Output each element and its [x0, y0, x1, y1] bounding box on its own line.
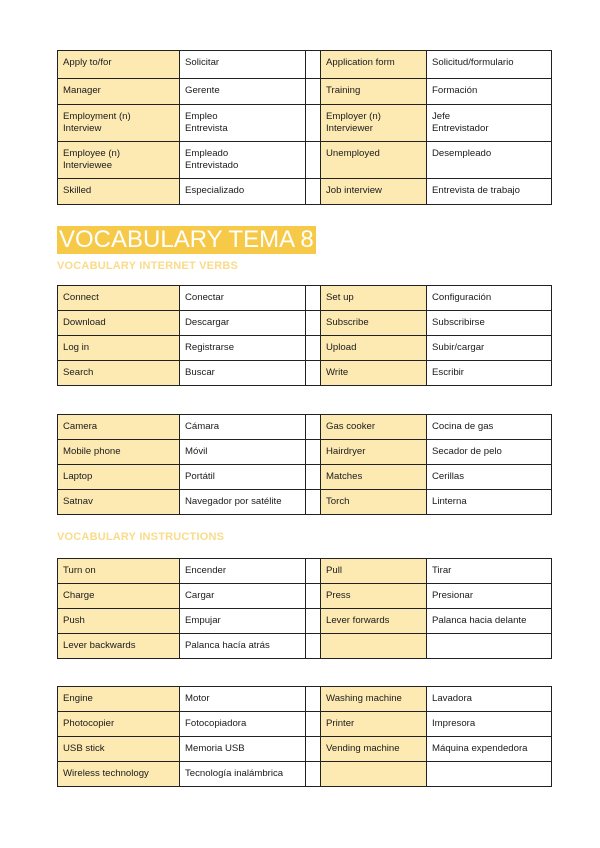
table-row	[58, 465, 552, 490]
spanish-translation: Cámara	[180, 415, 306, 440]
table-row	[58, 105, 552, 142]
spacer-cell	[306, 609, 321, 634]
spanish-translation: Subir/cargar	[427, 336, 552, 361]
table-row	[58, 440, 552, 465]
spacer-cell	[306, 440, 321, 465]
table-row	[58, 361, 552, 386]
spacer-cell	[306, 311, 321, 336]
subheading-internet-verbs: VOCABULARY INTERNET VERBS	[57, 260, 239, 272]
spanish-translation: Empleado Entrevistado	[180, 142, 306, 179]
english-term: USB stick	[58, 737, 180, 762]
spanish-translation: Motor	[180, 687, 306, 712]
spanish-translation: Lavadora	[427, 687, 552, 712]
spanish-translation: Cargar	[180, 584, 306, 609]
english-term: Engine	[58, 687, 180, 712]
spanish-translation: Escribir	[427, 361, 552, 386]
spanish-translation: Encender	[180, 559, 306, 584]
english-term: Employer (n) Interviewer	[321, 105, 427, 142]
job-vocabulary-table	[57, 50, 552, 205]
spacer-cell	[306, 336, 321, 361]
english-term: Set up	[321, 286, 427, 311]
table-row	[58, 415, 552, 440]
spanish-translation: Conectar	[180, 286, 306, 311]
spanish-translation: Solicitud/formulario	[427, 51, 552, 79]
english-term	[321, 634, 427, 659]
english-term: Manager	[58, 79, 180, 105]
spanish-translation: Desempleado	[427, 142, 552, 179]
page-title: VOCABULARY TEMA 8	[59, 226, 314, 253]
table-row	[58, 336, 552, 361]
spanish-translation: Impresora	[427, 712, 552, 737]
english-term: Lever backwards	[58, 634, 180, 659]
english-term: Gas cooker	[321, 415, 427, 440]
english-term: Lever forwards	[321, 609, 427, 634]
subheading-instructions: VOCABULARY INSTRUCTIONS	[57, 531, 225, 543]
spanish-translation: Jefe Entrevistador	[427, 105, 552, 142]
spanish-translation: Tecnología inalámbrica	[180, 762, 306, 787]
spanish-translation	[427, 634, 552, 659]
spanish-translation: Máquina expendedora	[427, 737, 552, 762]
english-term: Camera	[58, 415, 180, 440]
spanish-translation: Empleo Entrevista	[180, 105, 306, 142]
english-term: Training	[321, 79, 427, 105]
spanish-translation: Empujar	[180, 609, 306, 634]
spanish-translation: Palanca hacía atrás	[180, 634, 306, 659]
english-term: Log in	[58, 336, 180, 361]
spanish-translation: Especializado	[180, 179, 306, 205]
table-row	[58, 79, 552, 105]
machines-table	[57, 686, 552, 787]
spanish-translation: Fotocopiadora	[180, 712, 306, 737]
spanish-translation: Registrarse	[180, 336, 306, 361]
spanish-translation: Tirar	[427, 559, 552, 584]
table-row	[58, 311, 552, 336]
english-term: Employment (n) Interview	[58, 105, 180, 142]
english-term	[321, 762, 427, 787]
table-row	[58, 634, 552, 659]
english-term: Search	[58, 361, 180, 386]
spanish-translation: Solicitar	[180, 51, 306, 79]
spacer-cell	[306, 559, 321, 584]
table-row	[58, 559, 552, 584]
spanish-translation: Linterna	[427, 490, 552, 515]
table-row	[58, 179, 552, 205]
english-term: Employee (n) Interviewee	[58, 142, 180, 179]
spanish-translation: Buscar	[180, 361, 306, 386]
english-term: Satnav	[58, 490, 180, 515]
spacer-cell	[306, 762, 321, 787]
english-term: Subscribe	[321, 311, 427, 336]
internet-verbs-table	[57, 285, 552, 386]
english-term: Laptop	[58, 465, 180, 490]
table-row	[58, 51, 552, 79]
english-term: Apply to/for	[58, 51, 180, 79]
english-term: Charge	[58, 584, 180, 609]
devices-table	[57, 414, 552, 515]
english-term: Application form	[321, 51, 427, 79]
english-term: Torch	[321, 490, 427, 515]
english-term: Job interview	[321, 179, 427, 205]
english-term: Mobile phone	[58, 440, 180, 465]
spacer-cell	[306, 687, 321, 712]
spanish-translation: Portátil	[180, 465, 306, 490]
english-term: Vending machine	[321, 737, 427, 762]
spacer-cell	[306, 361, 321, 386]
spanish-translation: Navegador por satélite	[180, 490, 306, 515]
spanish-translation: Subscribirse	[427, 311, 552, 336]
spanish-translation: Móvil	[180, 440, 306, 465]
english-term: Press	[321, 584, 427, 609]
spacer-cell	[306, 415, 321, 440]
spacer-cell	[306, 105, 321, 142]
table-row	[58, 584, 552, 609]
english-term: Wireless technology	[58, 762, 180, 787]
english-term: Turn on	[58, 559, 180, 584]
english-term: Upload	[321, 336, 427, 361]
table-row	[58, 286, 552, 311]
english-term: Skilled	[58, 179, 180, 205]
english-term: Write	[321, 361, 427, 386]
spacer-cell	[306, 490, 321, 515]
spacer-cell	[306, 286, 321, 311]
table-row	[58, 712, 552, 737]
spanish-translation: Cocina de gas	[427, 415, 552, 440]
table-row	[58, 737, 552, 762]
spacer-cell	[306, 712, 321, 737]
instructions-table	[57, 558, 552, 659]
english-term: Unemployed	[321, 142, 427, 179]
spacer-cell	[306, 584, 321, 609]
spanish-translation: Memoria USB	[180, 737, 306, 762]
spacer-cell	[306, 142, 321, 179]
table-row	[58, 762, 552, 787]
spacer-cell	[306, 51, 321, 79]
spacer-cell	[306, 465, 321, 490]
english-term: Printer	[321, 712, 427, 737]
english-term: Matches	[321, 465, 427, 490]
spacer-cell	[306, 737, 321, 762]
english-term: Pull	[321, 559, 427, 584]
spanish-translation: Entrevista de trabajo	[427, 179, 552, 205]
spanish-translation: Presionar	[427, 584, 552, 609]
spanish-translation	[427, 762, 552, 787]
table-row	[58, 490, 552, 515]
english-term: Push	[58, 609, 180, 634]
spanish-translation: Configuración	[427, 286, 552, 311]
english-term: Download	[58, 311, 180, 336]
table-row	[58, 609, 552, 634]
spacer-cell	[306, 179, 321, 205]
english-term: Washing machine	[321, 687, 427, 712]
spanish-translation: Gerente	[180, 79, 306, 105]
spanish-translation: Palanca hacia delante	[427, 609, 552, 634]
spanish-translation: Secador de pelo	[427, 440, 552, 465]
english-term: Hairdryer	[321, 440, 427, 465]
english-term: Connect	[58, 286, 180, 311]
table-row	[58, 687, 552, 712]
table-row	[58, 142, 552, 179]
spacer-cell	[306, 79, 321, 105]
spacer-cell	[306, 634, 321, 659]
spanish-translation: Formación	[427, 79, 552, 105]
spanish-translation: Cerillas	[427, 465, 552, 490]
spanish-translation: Descargar	[180, 311, 306, 336]
english-term: Photocopier	[58, 712, 180, 737]
